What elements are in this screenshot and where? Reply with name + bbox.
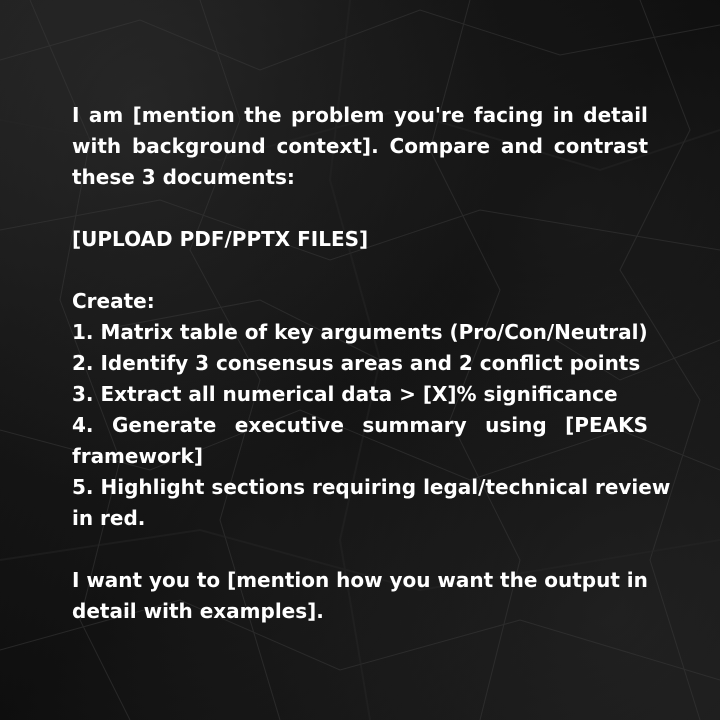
intro-line-1-word: I bbox=[72, 103, 80, 127]
closing-line-1-word: want bbox=[86, 568, 143, 592]
closing-line-1 bbox=[72, 565, 648, 596]
intro-line-1-word: detail bbox=[583, 103, 648, 127]
intro-line-2-word: background bbox=[131, 134, 266, 158]
closing-line-1-word: how bbox=[336, 568, 383, 592]
intro-line-1-word: facing bbox=[473, 103, 544, 127]
create-item-5-line-2: in red. bbox=[72, 506, 146, 530]
intro-line-1-word: the bbox=[244, 103, 282, 127]
spacer bbox=[72, 255, 648, 286]
intro-line-1 bbox=[72, 100, 648, 131]
closing-line-1-word: [mention bbox=[227, 568, 330, 592]
create-item-1: 1. Matrix table of key arguments (Pro/Con/Neutral) bbox=[72, 320, 648, 344]
closing-line-1-word: you bbox=[148, 568, 190, 592]
closing-line-1-word: to bbox=[196, 568, 221, 592]
create-item-4-word: summary bbox=[362, 413, 467, 437]
create-item-5-line-1: 5. Highlight sections requiring legal/technical review bbox=[72, 475, 671, 499]
create-heading: Create: bbox=[72, 289, 155, 313]
closing-line-1-word: output bbox=[544, 568, 620, 592]
create-item-3: 3. Extract all numerical data > [X]% significance bbox=[72, 382, 618, 406]
spacer bbox=[72, 193, 648, 224]
intro-line-2-word: Compare bbox=[389, 134, 491, 158]
intro-line-1-word: you're bbox=[393, 103, 465, 127]
create-item-4-word: 4. bbox=[72, 413, 94, 437]
intro-line-2-word: contrast bbox=[553, 134, 648, 158]
closing-line-1-word: in bbox=[626, 568, 648, 592]
upload-placeholder: [UPLOAD PDF/PPTX FILES] bbox=[72, 227, 369, 251]
create-item-4-line-2: framework] bbox=[72, 444, 203, 468]
create-item-4-word: using bbox=[485, 413, 547, 437]
intro-line-1-word: am bbox=[88, 103, 124, 127]
intro-line-2-word: with bbox=[72, 134, 122, 158]
prompt-text-block bbox=[72, 100, 671, 627]
closing-line-1-word: I bbox=[72, 568, 80, 592]
intro-line-3: these 3 documents: bbox=[72, 165, 295, 189]
closing-line-1-word: the bbox=[500, 568, 538, 592]
create-item-4-word: [PEAKS bbox=[565, 413, 648, 437]
closing-line-1-word: you bbox=[389, 568, 431, 592]
closing-line-1-word: want bbox=[437, 568, 494, 592]
intro-line-1-word: in bbox=[552, 103, 574, 127]
create-item-2: 2. Identify 3 consensus areas and 2 conflict points bbox=[72, 351, 641, 375]
intro-line-2-word: and bbox=[500, 134, 543, 158]
spacer bbox=[72, 534, 648, 565]
create-item-4-line-1 bbox=[72, 410, 648, 441]
create-item-4-word: executive bbox=[234, 413, 344, 437]
intro-line-2 bbox=[72, 131, 648, 162]
intro-line-2-word: context]. bbox=[276, 134, 379, 158]
intro-line-1-word: [mention bbox=[132, 103, 235, 127]
intro-line-1-word: problem bbox=[290, 103, 385, 127]
closing-line-2: detail with examples]. bbox=[72, 599, 324, 623]
create-item-4-word: Generate bbox=[112, 413, 217, 437]
